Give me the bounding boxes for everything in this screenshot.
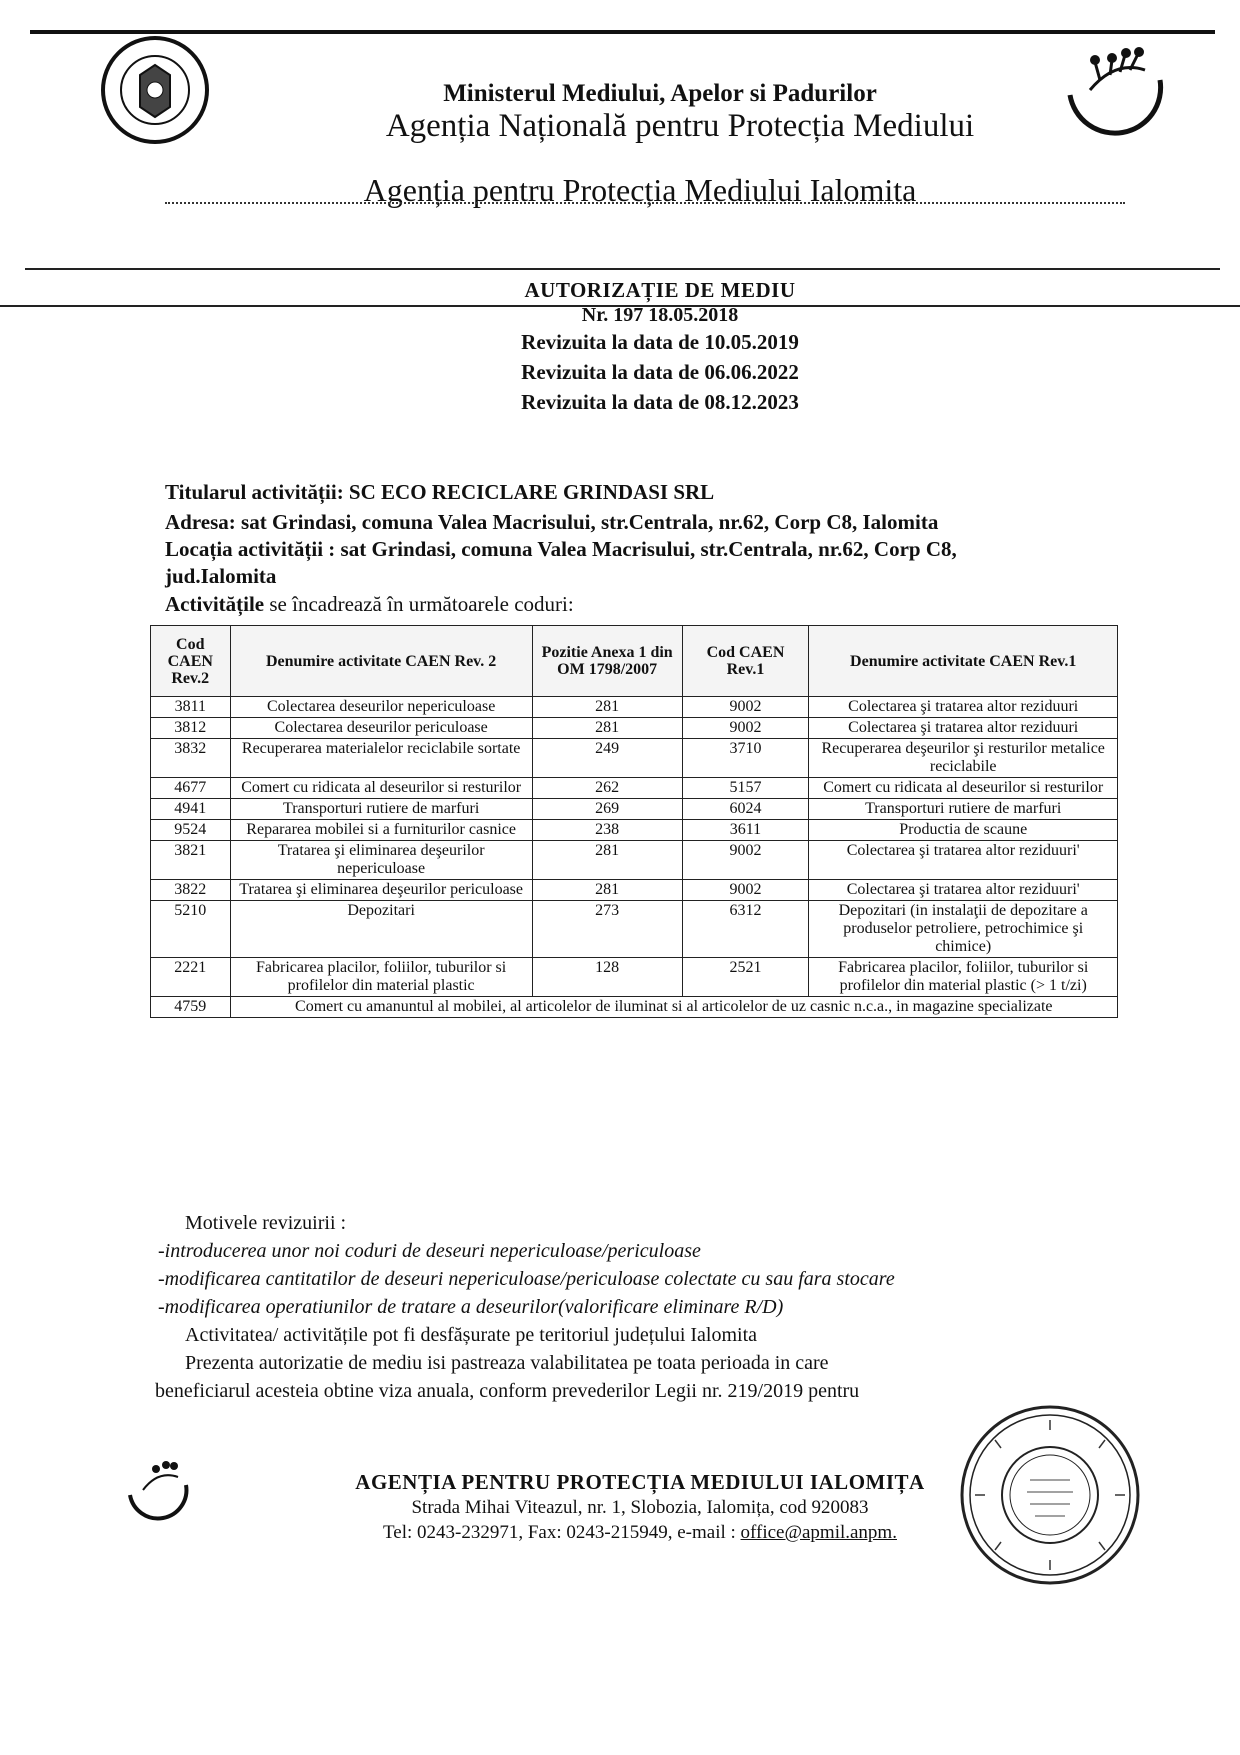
cell-denumire-rev2: Recuperarea materialelor reciclabile sortate: [230, 739, 532, 778]
cell-denumire-rev1: Comert cu ridicata al deseurilor si resturilor: [809, 778, 1118, 799]
cell-cod-rev2: 5210: [151, 901, 231, 958]
cell-cod-rev1: 3710: [682, 739, 809, 778]
cell-pozitie-anexa: 249: [532, 739, 682, 778]
cell-pozitie-anexa: 281: [532, 880, 682, 901]
header-cod-caen-rev1: Cod CAEN Rev.1: [682, 626, 809, 697]
cell-cod-rev2: 3812: [151, 718, 231, 739]
table-row: [151, 778, 1118, 799]
cell-pozitie-anexa: 238: [532, 820, 682, 841]
cell-pozitie-anexa: 128: [532, 958, 682, 997]
table-row: [151, 820, 1118, 841]
cell-denumire-rev1: Depozitari (in instalaţii de depozitare a produselor petroliere, petrochimice şi chimice): [809, 901, 1118, 958]
document-number: Nr. 197 18.05.2018: [581, 304, 739, 326]
cell-denumire-rev2: Colectarea deseurilor nepericuloase: [230, 697, 532, 718]
cell-cod-rev2: 9524: [151, 820, 231, 841]
footer-email-link[interactable]: office@apmil.anpm.: [740, 1522, 897, 1543]
agency-name: Agenția Națională pentru Protecția Mediului: [385, 108, 975, 144]
activities-intro-rest: se încadrează în următoarele coduri:: [264, 592, 574, 616]
cell-denumire-rev1: Productia de scaune: [809, 820, 1118, 841]
reason-item-2: -modificarea cantitatilor de deseuri nepericuloase/periculoase colectate cu sau fara stocare: [158, 1268, 895, 1290]
reason-item-3: -modificarea operatiunilor de tratare a deseurilor(valorificare eliminare R/D): [158, 1296, 784, 1318]
cell-denumire-merged: Comert cu amanuntul al mobilei, al articolelor de iluminat si al articolelor de uz casnic n.c.a., in magazine specializate: [230, 997, 1117, 1018]
footer-contact: [300, 1522, 980, 1544]
cell-pozitie-anexa: 269: [532, 799, 682, 820]
cell-pozitie-anexa: 281: [532, 841, 682, 880]
activities-intro: [165, 592, 574, 617]
subagency-underline: [165, 202, 1125, 206]
table-body: [151, 697, 1118, 1018]
cell-cod-rev2: 3832: [151, 739, 231, 778]
cell-cod-rev1: 5157: [682, 778, 809, 799]
activity-location-line1: Locația activității : sat Grindasi, comuna Valea Macrisului, str.Centrala, nr.62, Corp C8,: [165, 537, 957, 561]
cell-cod-rev1: 6024: [682, 799, 809, 820]
cell-cod-rev2: 3811: [151, 697, 231, 718]
cell-denumire-rev2: Tratarea şi eliminarea deşeurilor periculoase: [230, 880, 532, 901]
cell-denumire-rev1: Colectarea şi tratarea altor reziduuri': [809, 880, 1118, 901]
holder-name: Titularul activității: SC ECO RECICLARE GRINDASI SRL: [165, 480, 715, 504]
cell-cod-rev1: 9002: [682, 880, 809, 901]
table-row: [151, 841, 1118, 880]
table-row: [151, 718, 1118, 739]
table-row: [151, 799, 1118, 820]
cell-pozitie-anexa: 262: [532, 778, 682, 799]
validity-line-2: beneficiarul acesteia obtine viza anuala, conform prevederilor Legii nr. 219/2019 pentru: [155, 1380, 860, 1402]
cell-pozitie-anexa: 273: [532, 901, 682, 958]
revision-date-2: Revizuita la data de 06.06.2022: [521, 360, 799, 384]
cell-denumire-rev2: Colectarea deseurilor periculoase: [230, 718, 532, 739]
cell-denumire-rev1: Colectarea şi tratarea altor reziduuri: [809, 697, 1118, 718]
validity-line-1: Prezenta autorizatie de mediu isi pastreaza valabilitatea pe toata perioada in care: [185, 1352, 829, 1374]
cell-cod-rev1: 9002: [682, 697, 809, 718]
header-top-rule: [30, 30, 1215, 34]
holder-address: Adresa: sat Grindasi, comuna Valea Macrisului, str.Centrala, nr.62, Corp C8, Ialomita: [165, 510, 939, 534]
anpm-globe-tree-icon: [1050, 40, 1180, 145]
cell-cod-rev1: 2521: [682, 958, 809, 997]
header-cod-caen-rev2: Cod CAEN Rev.2: [151, 626, 231, 697]
caen-codes-table: [150, 625, 1118, 1018]
cell-denumire-rev1: Fabricarea placilor, foliilor, tuburilor si profilelor din material plastic (> 1 t/zi): [809, 958, 1118, 997]
cell-pozitie-anexa: 281: [532, 718, 682, 739]
cell-cod-rev1: 6312: [682, 901, 809, 958]
title-top-rule: [25, 268, 1220, 270]
cell-cod-rev1: 9002: [682, 718, 809, 739]
cell-cod-rev2: 2221: [151, 958, 231, 997]
subagency-name: Agenția pentru Protecția Mediului Ialomita: [363, 172, 917, 208]
table-row: [151, 958, 1118, 997]
footer-address: Strada Mihai Viteazul, nr. 1, Slobozia, Ialomița, cod 920083: [411, 1497, 869, 1518]
activity-location-line2: jud.Ialomita: [165, 564, 277, 588]
activities-intro-bold: Activitățile: [165, 592, 265, 616]
reasons-heading: Motivele revizuirii :: [185, 1212, 347, 1234]
cell-cod-rev2: 4941: [151, 799, 231, 820]
document-title: AUTORIZAȚIE DE MEDIU: [524, 278, 796, 302]
revision-date-1: Revizuita la data de 10.05.2019: [521, 330, 799, 354]
footer-phone-fax: Tel: 0243-232971, Fax: 0243-215949, e-mail :: [383, 1522, 741, 1543]
header-denumire-rev1: Denumire activitate CAEN Rev.1: [809, 626, 1118, 697]
cell-denumire-rev2: Repararea mobilei si a furniturilor casnice: [230, 820, 532, 841]
header-denumire-rev2: Denumire activitate CAEN Rev. 2: [230, 626, 532, 697]
table-row: [151, 901, 1118, 958]
cell-denumire-rev2: Transporturi rutiere de marfuri: [230, 799, 532, 820]
cell-denumire-rev1: Colectarea şi tratarea altor reziduuri': [809, 841, 1118, 880]
territory-text: Activitatea/ activitățile pot fi desfășurate pe teritoriul județului Ialomita: [185, 1324, 758, 1346]
reason-item-1: -introducerea unor noi coduri de deseuri nepericuloase/periculoase: [158, 1240, 701, 1262]
guvernul-romaniei-seal-icon: [90, 35, 220, 145]
cell-cod-rev1: 3611: [682, 820, 809, 841]
table-row: [151, 697, 1118, 718]
cell-cod-rev2: 4677: [151, 778, 231, 799]
cell-denumire-rev1: Transporturi rutiere de marfuri: [809, 799, 1118, 820]
header-pozitie-anexa: Pozitie Anexa 1 din OM 1798/2007: [532, 626, 682, 697]
footer-agency-name: AGENȚIA PENTRU PROTECȚIA MEDIULUI IALOMIȚA: [355, 1470, 925, 1494]
cell-cod-rev2: 4759: [151, 997, 231, 1018]
anpm-globe-tree-icon: [118, 1455, 198, 1530]
table-row: [151, 880, 1118, 901]
cell-denumire-rev2: Comert cu ridicata al deseurilor si resturilor: [230, 778, 532, 799]
ministry-name: Ministerul Mediului, Apelor si Padurilor: [443, 80, 877, 107]
cell-cod-rev2: 3822: [151, 880, 231, 901]
cell-denumire-rev2: Depozitari: [230, 901, 532, 958]
cell-pozitie-anexa: 281: [532, 697, 682, 718]
cell-cod-rev2: 3821: [151, 841, 231, 880]
revision-date-3: Revizuita la data de 08.12.2023: [521, 390, 799, 414]
cell-denumire-rev1: Recuperarea deşeurilor şi resturilor metalice reciclabile: [809, 739, 1118, 778]
table-row: [151, 739, 1118, 778]
cell-denumire-rev2: Fabricarea placilor, foliilor, tuburilor si profilelor din material plastic: [230, 958, 532, 997]
cell-denumire-rev1: Colectarea şi tratarea altor reziduuri: [809, 718, 1118, 739]
table-row: [151, 997, 1118, 1018]
table-header-row: [151, 626, 1118, 697]
official-round-stamp-icon: [955, 1400, 1145, 1590]
cell-cod-rev1: 9002: [682, 841, 809, 880]
cell-denumire-rev2: Tratarea şi eliminarea deşeurilor nepericuloase: [230, 841, 532, 880]
